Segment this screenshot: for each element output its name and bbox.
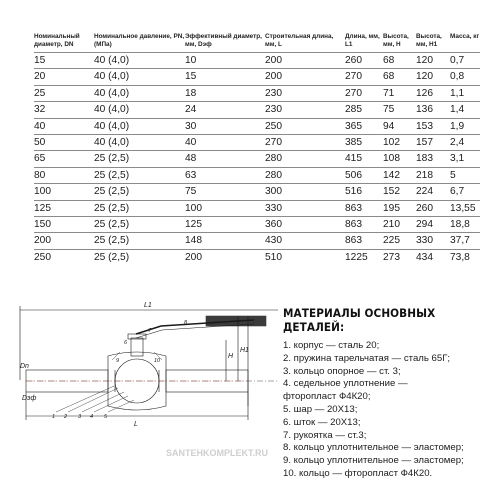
table-cell: 270 [265,135,345,151]
table-cell: 65 [34,151,94,167]
table-cell: 32 [34,102,94,118]
table-cell: 210 [383,217,416,233]
table-cell: 5 [450,167,480,183]
part-number-label: 1 [52,414,56,420]
part-number-label: 9 [116,358,120,364]
table-cell: 330 [265,200,345,216]
table-row [34,184,480,200]
material-item: 7. рукоятка — ст.3; [283,429,367,441]
table-cell: 230 [265,102,345,118]
table-cell: 100 [34,184,94,200]
table-cell: 100 [185,200,265,216]
table-cell: 385 [345,135,383,151]
table-cell: 71 [383,85,416,101]
label-h1: H1 [240,347,249,354]
part-number-label: 4 [90,414,94,420]
ball-valve-drawing [16,296,280,476]
table-cell: 157 [416,135,450,151]
stem [131,338,143,356]
table-cell: 18 [185,85,265,101]
table-cell: 63 [185,167,265,183]
material-item: 3. кольцо опорное — ст. 3; [283,365,401,377]
part-number-label: 5 [104,414,108,420]
material-item: 4. седельное уплотнение — [283,378,408,390]
table-header-row [34,33,480,53]
table-cell: 126 [416,85,450,101]
material-item: фторопласт Ф4К20; [283,391,371,403]
table-cell: 516 [345,184,383,200]
table-cell: 40 [34,118,94,134]
table-cell: 250 [265,118,345,134]
table-row [34,151,480,167]
materials-list [283,340,498,481]
table-cell: 13,55 [450,200,480,216]
material-item: 10. кольцо — фторопласт Ф4К20. [283,467,433,479]
table-cell: 25 (2,5) [94,217,185,233]
table-cell: 300 [265,184,345,200]
table-row [34,102,480,118]
table-cell: 40 (4,0) [94,69,185,85]
table-cell: 30 [185,118,265,134]
watermark: SANTEHKOMPLEKT.RU [166,448,269,458]
header-effective-diameter: Эффективный диаметр, мм, Dэф [185,33,262,48]
table-cell: 40 (4,0) [94,102,185,118]
part-number-label: 7 [148,328,152,334]
table-cell: 0,8 [450,69,480,85]
table-cell: 250 [34,249,94,265]
header-height-h1: Высота, мм, H1 [416,33,442,48]
part-number-label: 6 [124,340,128,346]
table-cell: 273 [383,249,416,265]
label-def: Dэф [22,395,37,402]
table-cell: 1,9 [450,118,480,134]
part-number-label: 8 [184,320,188,326]
table-row [34,217,480,233]
table-cell: 40 (4,0) [94,85,185,101]
materials-panel [283,306,498,481]
table-cell: 25 (2,5) [94,167,185,183]
header-construction-length: Строительная длина, мм, L [265,33,334,48]
table-cell: 20 [34,69,94,85]
table-cell: 120 [416,53,450,69]
table-cell: 863 [345,200,383,216]
table-cell: 94 [383,118,416,134]
table-cell: 1,1 [450,85,480,101]
table-row [34,200,480,216]
table-cell: 200 [185,249,265,265]
table-cell: 25 (2,5) [94,151,185,167]
table-cell: 125 [34,200,94,216]
table-row [34,53,480,69]
material-item: 5. шар — 20Х13; [283,403,358,415]
table-cell: 270 [345,69,383,85]
part-number-label: 2 [64,414,68,420]
table-cell: 152 [383,184,416,200]
table-cell: 80 [34,167,94,183]
material-item: 2. пружина тарельчатая — сталь 65Г; [283,352,451,364]
table-cell: 280 [265,151,345,167]
table-cell: 200 [265,53,345,69]
table-cell: 40 [185,135,265,151]
material-item: 8. кольцо уплотнительное — эластомер; [283,442,464,454]
table-cell: 73,8 [450,249,480,265]
table-row [34,135,480,151]
table-cell: 108 [383,151,416,167]
label-dn: Dn [20,363,29,370]
header-nominal-pressure: Номинальное давление, PN, (МПа) [94,33,185,48]
table-cell: 25 (2,5) [94,249,185,265]
header-nominal-diameter: Номинальный диаметр, DN [34,33,80,48]
table-cell: 200 [265,69,345,85]
table-cell: 37,7 [450,233,480,249]
table-cell: 260 [345,53,383,69]
specification-table [34,33,480,265]
table-cell: 148 [185,233,265,249]
table-row [34,85,480,101]
table-row [34,118,480,134]
label-l1: L1 [144,302,152,309]
part-number-label: 3 [78,414,82,420]
table-cell: 125 [185,217,265,233]
table-cell: 0,7 [450,53,480,69]
table-cell: 270 [345,85,383,101]
table-cell: 330 [416,233,450,249]
table-cell: 294 [416,217,450,233]
label-l: L [134,421,138,428]
table-cell: 434 [416,249,450,265]
table-cell: 225 [383,233,416,249]
table-cell: 120 [416,69,450,85]
table-cell: 48 [185,151,265,167]
table-cell: 863 [345,217,383,233]
header-height-h: Высота, мм, H [383,33,409,48]
table-cell: 25 (2,5) [94,184,185,200]
table-cell: 40 (4,0) [94,53,185,69]
table-cell: 24 [185,102,265,118]
table-cell: 415 [345,151,383,167]
header-mass: Масса, кг [450,33,480,40]
table-row [34,249,480,265]
header-length-l1: Длина, мм, L1 [345,33,380,48]
table-cell: 25 (2,5) [94,233,185,249]
table-row [34,233,480,249]
table-cell: 195 [383,200,416,216]
table-cell: 506 [345,167,383,183]
table-cell: 75 [383,102,416,118]
table-cell: 136 [416,102,450,118]
table-cell: 68 [383,53,416,69]
table-cell: 1,4 [450,102,480,118]
table-cell: 260 [416,200,450,216]
table-cell: 40 (4,0) [94,135,185,151]
table-cell: 50 [34,135,94,151]
table-cell: 285 [345,102,383,118]
material-item: 9. кольцо уплотнительное — эластомер; [283,455,464,467]
table-cell: 218 [416,167,450,183]
table-cell: 18,8 [450,217,480,233]
table-cell: 40 (4,0) [94,118,185,134]
table-cell: 224 [416,184,450,200]
table-cell: 365 [345,118,383,134]
table-cell: 360 [265,217,345,233]
table-cell: 102 [383,135,416,151]
table-cell: 3,1 [450,151,480,167]
label-h: H [228,353,234,360]
part-number-label: 10 [154,358,161,364]
table-cell: 863 [345,233,383,249]
table-cell: 510 [265,249,345,265]
table-cell: 200 [34,233,94,249]
table-cell: 75 [185,184,265,200]
table-cell: 68 [383,69,416,85]
material-item: 1. корпус — сталь 20; [283,340,380,351]
table-cell: 2,4 [450,135,480,151]
table-cell: 150 [34,217,94,233]
table-row [34,167,480,183]
table-cell: 430 [265,233,345,249]
table-cell: 25 [34,85,94,101]
table-cell: 280 [265,167,345,183]
table-cell: 153 [416,118,450,134]
table-cell: 1225 [345,249,383,265]
table-cell: 10 [185,53,265,69]
table-cell: 15 [185,69,265,85]
table-cell: 25 (2,5) [94,200,185,216]
table-cell: 142 [383,167,416,183]
table-cell: 183 [416,151,450,167]
table-body [34,53,480,266]
table-cell: 6,7 [450,184,480,200]
material-item: 6. шток — 20Х13; [283,416,361,428]
table-cell: 230 [265,85,345,101]
table-row [34,69,480,85]
materials-title: МАТЕРИАЛЫ ОСНОВНЫХ ДЕТАЛЕЙ: [283,306,436,334]
table-cell: 15 [34,53,94,69]
